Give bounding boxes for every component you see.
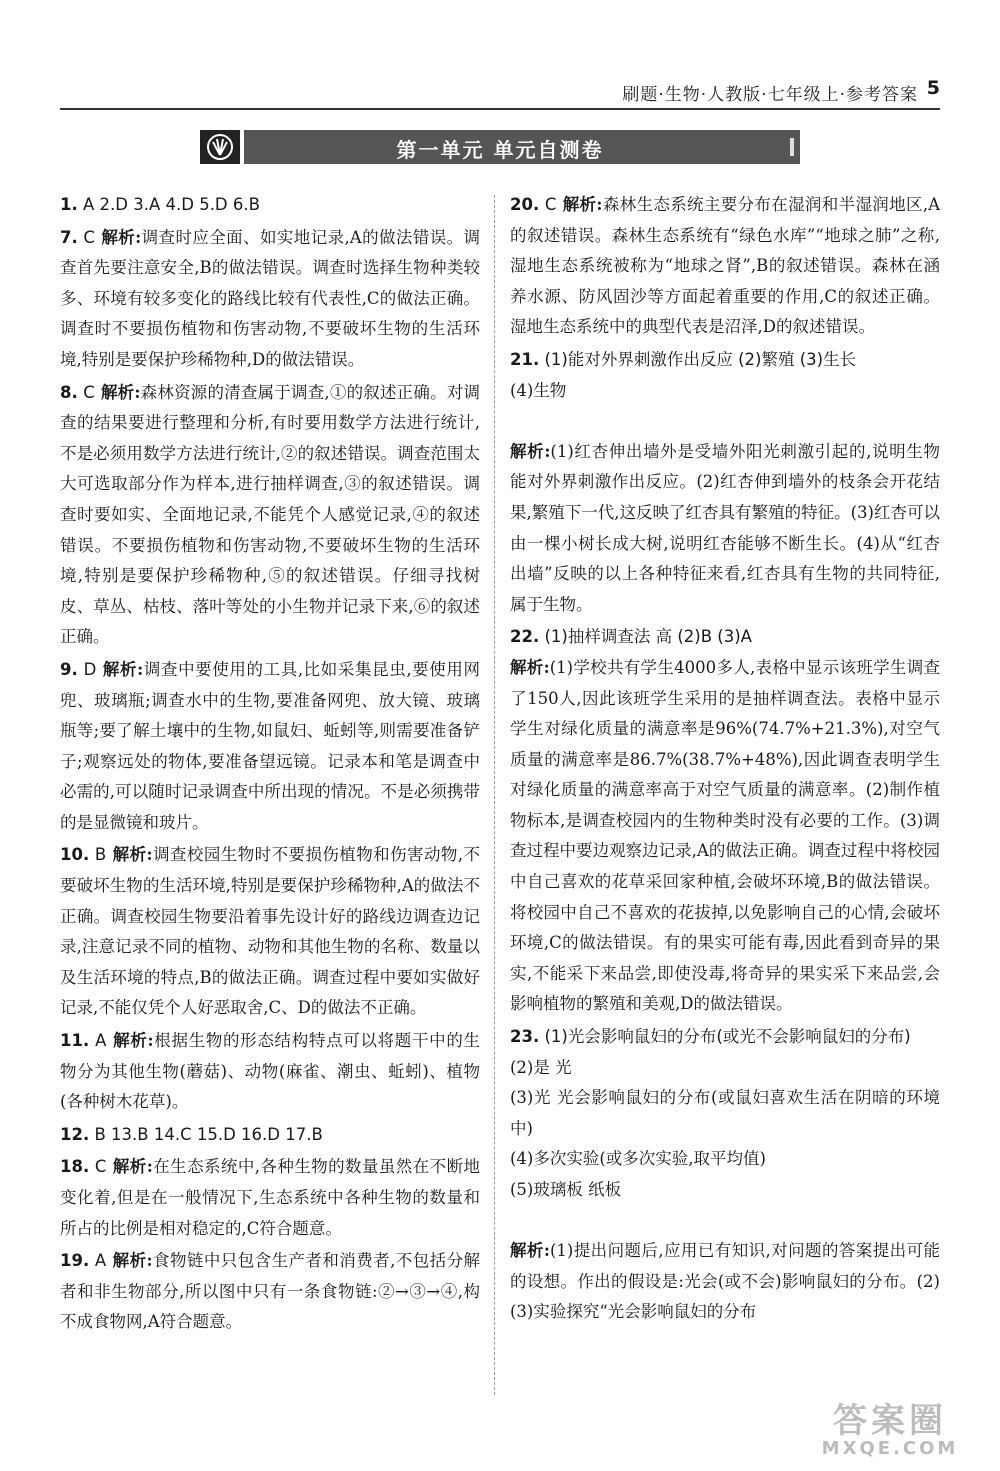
answer-item	[60, 1120, 480, 1151]
answer-line: (5)玻璃板 纸板	[510, 1180, 622, 1199]
question-number: 1.	[60, 195, 78, 214]
analysis-text: 森林资源的清查属于调查,①的叙述正确。对调查的结果要进行整理和分析,有时要用数学方法进行统计,不是必须用数学方法进行统计,②的叙述错误。调查范围太大可选取部分作为样本,进行抽样调查,③的叙述错误。调查时要如实、全面地记录,不能凭个人感觉记录,④的叙述错误。不要损伤植物和伤害动物,不要破坏生物的生活环境,特别是要保护珍稀物种,⑤的叙述错误。仔细寻找树皮、草丛、枯枝、落叶等处的小生物并记录下来,⑥的叙述正确。	[60, 382, 481, 647]
analysis-text: 调查校园生物时不要损伤植物和伤害动物,不要破坏生物的生活环境,特别是要保护珍稀物种,A的做法不正确。调查校园生物要沿着事先设计好的路线边调查边记录,注意记录不同的植物、动物和其他生物的名称、数量以及生活环境的特点,B的做法正确。调查过程中要如实做好记录,不能仅凭个人好恶取舍,C、D的做法不正确。	[60, 845, 481, 1018]
answer-item	[510, 1022, 940, 1328]
analysis-label: 解析:	[112, 845, 153, 865]
page-number: 5	[926, 77, 940, 99]
question-number: 9.	[60, 659, 78, 679]
answer-item	[60, 190, 480, 221]
analysis-text: (1)学校共有学生4000多人,表格中显示该班学生调查了150人,因此该班学生采用的是抽样调查法。表格中显示学生对绿化质量的满意率是96%(74.7%+21.3%),对空气质量的满意率是86.7%(38.7%+48%),因此调查表明学生对绿化质量的满意率高于对空气质量的满意率。(2)制作植物标本,是调查校园内的生物种类时没有必要的工作。(3)调查过程中要边观察边记录,A的做法正确。调查过程中将校园中自己喜欢的花草采回家种植,会破坏环境,B的做法错误。将校园中自己不喜欢的花拔掉,以免影响自己的心情,会破坏环境,C的做法错误。有的果实可能有毒,因此看到奇异的果实,不能采下来品尝,即使没毒,将奇异的果实采下来品尝,会影响植物的繁殖和美观,D的做法错误。	[510, 657, 941, 1014]
analysis-label: 解析:	[510, 441, 551, 461]
analysis-label: 解析:	[510, 657, 550, 677]
answer-text: A	[95, 1031, 107, 1051]
analysis-text: 森林生态系统主要分布在湿润和半湿润地区,A的叙述错误。森林生态系统有“绿色水库”“地球之肺”之称,湿地生态系统被称为“地球之肾”,B的叙述错误。森林在涵养水源、防风固沙等方面起着重要的作用,C的叙述正确。湿地生态系统中的典型代表是沼泽,D的叙述错误。	[510, 195, 940, 337]
answer-text: B 13.B 14.C 15.D 16.D 17.B	[94, 1124, 323, 1144]
question-number: 10.	[60, 845, 90, 865]
header-title: 刷题·生物·人教版·七年级上·参考答案	[622, 85, 918, 105]
question-number: 8.	[60, 382, 78, 402]
question-number: 12.	[60, 1124, 90, 1144]
watermark-bottom: MXQE.COM	[821, 1438, 959, 1459]
analysis-text: 食物链中只包含生产者和消费者,不包括分解者和非生物部分,所以图中只有一条食物链:②→③→④,构不成食物网,A符合题意。	[60, 1251, 481, 1332]
answer-item	[60, 1246, 480, 1338]
analysis-text: 调查中要使用的工具,比如采集昆虫,要使用网兜、玻璃瓶;调查水中的生物,要准备网兜、放大镜、玻璃瓶等;要了解土壤中的生物,如鼠妇、蚯蚓等,则需要准备铲子;观察远处的物体,要准备望远镜。记录本和笔是调查中必需的,可以随时记录调查中所出现的情况。不是必须携带的是显微镜和玻片。	[60, 659, 480, 832]
answer-item	[60, 655, 480, 839]
answer-text: C	[83, 227, 95, 247]
analysis-label: 解析:	[112, 1157, 153, 1177]
page-header	[60, 78, 940, 110]
question-number: 11.	[60, 1031, 90, 1051]
answer-line: (3)光 光会影响鼠妇的分布(或鼠妇喜欢生活在阴暗的环境中)	[510, 1088, 940, 1138]
analysis-text: (1)提出问题后,应用已有知识,对问题的答案提出可能的设想。作出的假设是:光会(或不会)影响鼠妇的分布。(2)(3)实验探究“光会影响鼠妇的分布	[510, 1241, 940, 1322]
answer-item	[510, 190, 940, 343]
analysis-label: 解析:	[112, 1031, 154, 1051]
answer-item	[510, 345, 940, 620]
answer-item	[60, 223, 480, 376]
answer-text: C	[83, 382, 95, 402]
answer-line: (4)多次实验(或多次实验,取平均值)	[510, 1149, 766, 1169]
answer-item	[60, 840, 480, 1024]
answer-text: (1)抽样调查法 高 (2)B (3)A	[544, 627, 752, 647]
analysis-label: 解析:	[112, 1251, 153, 1271]
answer-item	[510, 622, 940, 1020]
analysis-text: 调查时应全面、如实地记录,A的做法错误。调查首先要注意安全,B的做法错误。调查时选择生物种类较多、环境有较多变化的路线比较有代表性,C的做法正确。调查时不要损伤植物和伤害动物,不要破坏生物的生活环境,特别是要保护珍稀物种,D的做法错误。	[60, 227, 480, 369]
answer-text: D	[83, 659, 97, 679]
banner-tail	[790, 138, 794, 156]
answer-item	[60, 1152, 480, 1244]
answer-text: (1)能对外界刺激作出反应 (2)繁殖 (3)生长	[544, 349, 857, 369]
question-number: 23.	[510, 1027, 540, 1047]
analysis-text: (1)红杏伸出墙外是受墙外阳光刺激引起的,说明生物能对外界刺激作出反应。(2)红杏伸到墙外的枝条会开花结果,繁殖下一代,这反映了红杏具有繁殖的特征。(3)红杏可以由一棵小树长成大树,说明红杏能够不断生长。(4)从“红杏出墙”反映的以上各种特征来看,红杏具有生物的共同特征,属于生物。	[510, 441, 940, 614]
analysis-text: 在生态系统中,各种生物的数量虽然在不断地变化着,但是在一般情况下,生态系统中各种生物的数量和所占的比例是相对稳定的,C符合题意。	[60, 1157, 480, 1238]
watermark	[790, 1403, 990, 1463]
answer-text: C	[544, 195, 557, 214]
answer-item	[60, 378, 480, 653]
analysis-text: 根据生物的形态结构特点可以将题干中的生物分为其他生物(蘑菇)、动物(麻雀、潮虫、蚯蚓)、植物(各种树木花草)。	[60, 1031, 481, 1112]
analysis-label: 解析:	[562, 195, 603, 214]
question-number: 7.	[60, 227, 78, 247]
analysis-label: 解析:	[100, 227, 142, 247]
question-number: 22.	[510, 627, 540, 647]
answer-text: C	[94, 1157, 107, 1177]
column-divider	[494, 195, 495, 1395]
answer-text: A	[94, 1251, 107, 1271]
analysis-label: 解析:	[510, 1241, 550, 1261]
answer-line: (4)生物	[510, 380, 567, 400]
analysis-label: 解析:	[102, 659, 144, 679]
question-number: 21.	[510, 349, 540, 369]
question-number: 19.	[60, 1251, 90, 1271]
answer-text: A 2.D 3.A 4.D 5.D 6.B	[83, 195, 260, 214]
right-column	[510, 190, 940, 1330]
section-banner	[200, 130, 800, 164]
answer-text: (1)光会影响鼠妇的分布(或光不会影响鼠妇的分布)	[544, 1027, 911, 1047]
watermark-top: 答案圈	[833, 1401, 947, 1441]
answer-text: B	[94, 845, 107, 865]
answer-line: (2)是 光	[510, 1057, 572, 1077]
answer-item	[60, 1026, 480, 1118]
analysis-label: 解析:	[100, 382, 141, 402]
question-number: 20.	[510, 195, 540, 214]
left-column	[60, 190, 480, 1340]
section-title: 第一单元 单元自测卷	[396, 138, 604, 162]
question-number: 18.	[60, 1157, 90, 1177]
